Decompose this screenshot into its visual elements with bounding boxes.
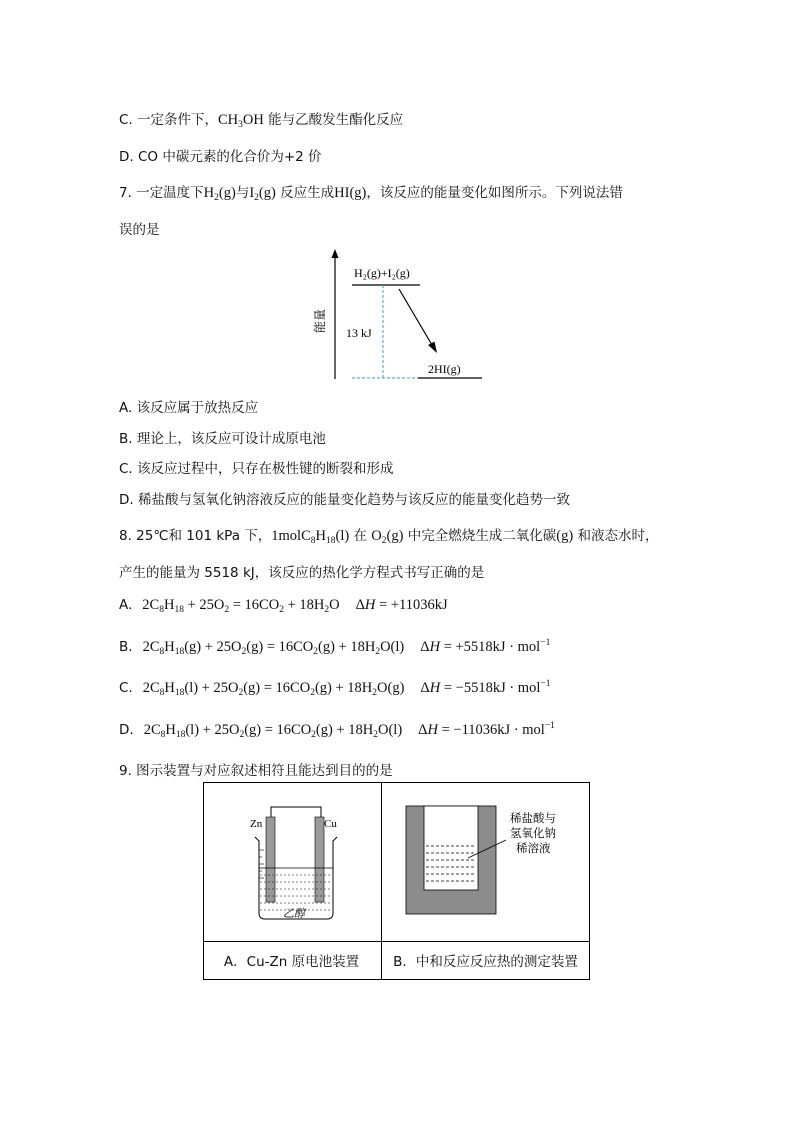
reaction-arrow xyxy=(399,289,432,345)
q7-option-b: B. 理论上，该反应可设计成原电池 xyxy=(119,431,326,447)
q7-option-a: A. 该反应属于放热反应 xyxy=(119,400,259,416)
q8-option-c: C. $2C_8H_{18}(l) + 25O_2(g) = 16CO_2(g) + 18H_2O(g) \Delta H = -5518kJ \cdot mol^{-1}$ xyxy=(119,679,551,698)
reactant-label: H₂(g)+I₂(g) xyxy=(354,266,410,280)
q9-stem: 9. 图示装置与对应叙述相符且能达到目的的是 xyxy=(119,763,393,779)
q8-option-a: A. $2C_8H_{18} + 25O_2 = 16CO_2 + 18H_2O$ ΔH = +11036kJ xyxy=(119,597,448,615)
q6-option-c xyxy=(119,108,403,129)
q8-stem-line-1: 8. 25℃和 101 kPa 下，$1molC_8H_{18}(l)$ 在 $O_2(g)$ 中完全燃烧生成二氧化碳(g) 和液态水时， xyxy=(119,528,659,546)
q8-stem-line-2: 产生的能量为 5518 kJ，该反应的热化学方程式书写正确的是 xyxy=(119,565,485,581)
q6-option-c-suffix: 能与乙酸发生酯化反应 xyxy=(263,112,404,128)
q8-option-d: D. $2C_8H_{18}(l) + 25O_2(g) = 16CO_2(g) + 18H_2O(l) \Delta H = -11036kJ \cdot mol^{-1}$ xyxy=(119,721,555,740)
beaker-graduations xyxy=(259,850,264,878)
q8-option-b: B. $2C_8H_{18}(g) + 25O_2(g) = 16CO_2(g) + 18H_2O(l) \Delta H = +5518kJ \cdot mol^{-1}$ xyxy=(119,638,551,657)
reaction-arrowhead xyxy=(428,342,437,354)
q7-option-c: C. 该反应过程中，只存在极性键的断裂和形成 xyxy=(119,461,394,477)
cu-label: Cu xyxy=(324,818,337,830)
figure-b-calorimeter xyxy=(400,800,580,920)
q7-option-d: D. 稀盐酸与氢氧化钠溶液反应的能量变化趋势与该反应的能量变化趋势一致 xyxy=(119,492,570,508)
solution-label-3: 稀溶液 xyxy=(516,843,551,855)
q7-stem-line-1: 7. 一定温度下$H_2(g)$与$I_2(g)$ 反应生成HI(g)，该反应的能量变化如图所示。下列说法错 xyxy=(119,185,623,203)
q9-table-hdivider xyxy=(204,941,589,942)
solution-label-1: 稀盐酸与 xyxy=(510,813,556,825)
q7-stem-line-2: 误的是 xyxy=(119,222,160,238)
energy-axis-label: 能量 xyxy=(313,308,327,333)
energy-gap-label: 13 kJ xyxy=(346,326,372,340)
liquid-label: 乙醇 xyxy=(283,908,305,920)
q6-option-c-formula: $CH_3OH$ xyxy=(218,112,264,130)
q9-caption-a: A．Cu-Zn 原电池装置 xyxy=(223,954,360,970)
product-label: 2HI(g) xyxy=(428,362,461,376)
zn-label: Zn xyxy=(250,818,263,830)
energy-axis-arrow xyxy=(332,249,339,258)
solution-label-2: 氢氧化钠 xyxy=(510,828,556,840)
figure-a-galvanic-cell xyxy=(245,795,345,925)
wire xyxy=(271,807,321,825)
calorimeter-inner xyxy=(424,806,478,890)
energy-diagram xyxy=(300,245,500,385)
q9-caption-b: B．中和反应反应热的测定装置 xyxy=(393,954,578,970)
q6-option-d: D. CO 中碳元素的化合价为+2 价 xyxy=(119,149,322,165)
q6-option-c-text: C. 一定条件下， xyxy=(119,112,219,128)
